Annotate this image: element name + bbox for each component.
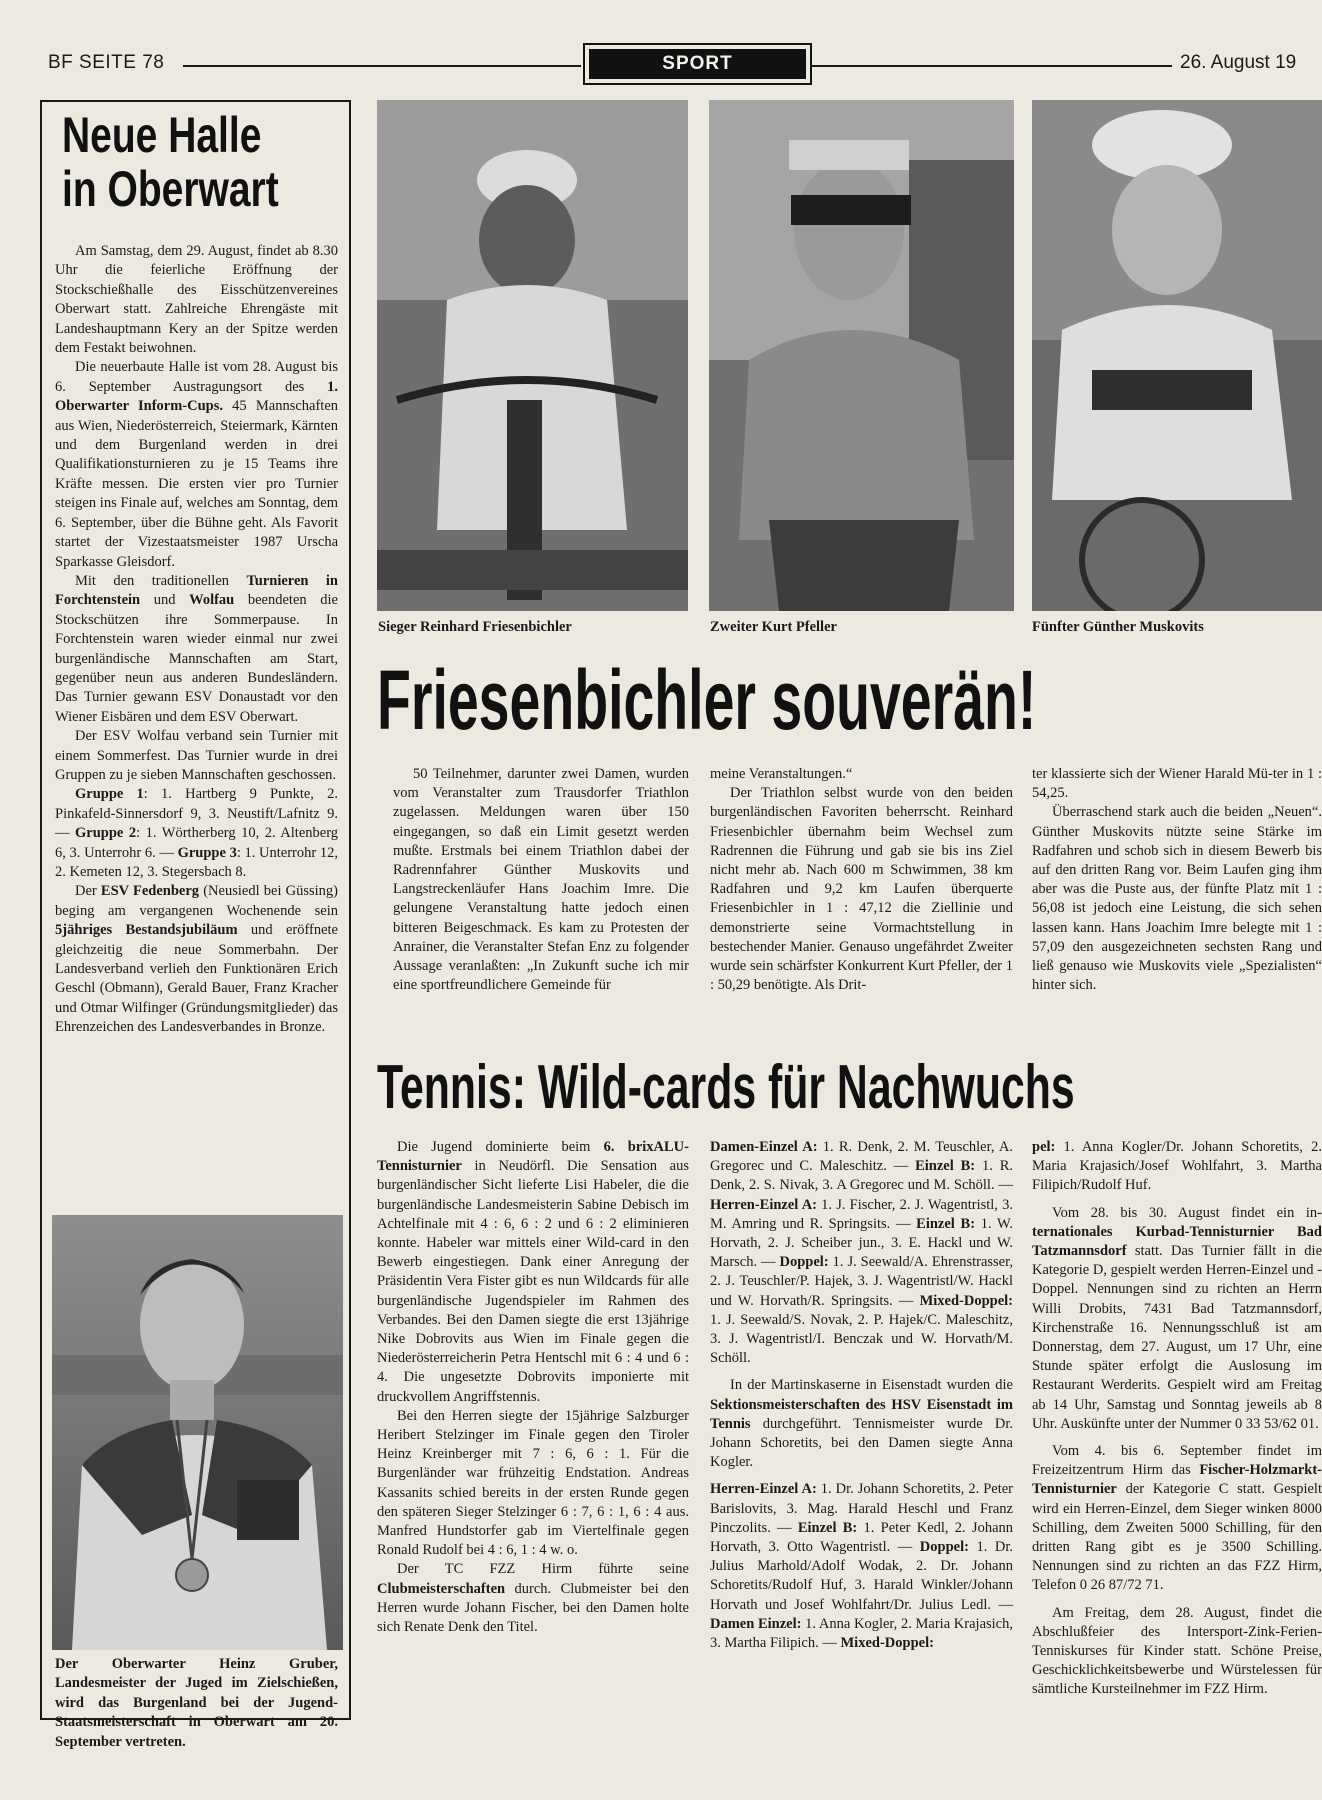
- paragraph: Gruppe 1: 1. Hartberg 9 Punkte, 2. Pinkafeld-Sinnersdorf 9, 3. Neustift/Lafnitz 9. — Gruppe 2: 1. Wörtherberg 10, 2. Altenberg 6, 3. Unterrohr 6. — Gruppe 3: 1. Unterrohr 12, 2. Kemeten 12, 3. Stegersbach 8.: [55, 786, 339, 880]
- portrait-photo: [52, 1215, 343, 1650]
- paragraph: Der ESV Fedenberg (Neusiedl bei Güssing) beging am vergangenen Wochenende sein 5jähriges Bestandsjubiläum und eröffnete gleichzeitig die neue Sommerbahn. Der Landesverband verlieh den Funktionären Erich Geschl (Obmann), Gerald Bauer, Franz Kracher und Otmar Wilfinger (Gründungsmitglieder) das Ehrenzeichen des Landesverbandes in Bronze.: [55, 883, 338, 1036]
- triathlon-col-1: 50 Teilnehmer, darunter zwei Damen, wurden vom Veranstalter zum Trausdorfer Triathlon zugelassen. Meldungen waren über 150 eingegangen, so daß ein Limit gesetzt werden mußte. Erstmals bei einem Triathlon dabei der Radrennfahrer Günther Muskovits und Langstreckenläufer Hans Joachim Imre. Die gelungene Veranstaltung hatte jedoch einen bitteren Beigeschmack. Es kam zu Protesten der Anrainer, die Veranstalter Stefan Enz zu folgender Aussage veranlaßten: „In Zukunft suche ich mir eine sportfreundlichere Gemeinde für: [393, 766, 689, 994]
- paragraph: Am Samstag, dem 29. August, findet ab 8.30 Uhr die feierliche Eröffnung der Stockschießhalle des Eisschützenvereines Oberwart statt. Zahlreiche Ehrengäste mit Landeshauptmann Kery an der Spitze werden dem Festakt beiwohnen.: [55, 243, 338, 357]
- paragraph: Mit den traditionellen Turnieren in Forchtenstein und Wolfau beendeten die Stockschützen ihre Sommerpause. In Forchtenstein waren wieder einmal nur zwei burgenländische Mannschaften am Start, gegenüber neun aus anderen Bundesländern. Das Turnier gewann ESV Donaustadt vor den Wiener Eisbären und dem ESV Oberwart.: [55, 572, 338, 725]
- photo-runner-pfeller: [709, 100, 1014, 611]
- photo-caption-1: Sieger Reinhard Friesenbichler: [378, 619, 572, 635]
- paragraph: Die neuerbaute Halle ist vom 28. August bis 6. September Austragungsort des 1. Oberwarter Inform-Cups. 45 Mannschaften aus Wien, Niederösterreich, Steiermark, Kärnten und dem Burgenland werden in drei Qualifikationsturnieren zu je 15 Teams ihre Kräfte messen. Die ersten vier pro Turnier steigen ins Finale auf, welches am Sonntag, dem 6. September, über die Bühne geht. Als Favorit startet der Vizestaatsmeister 1987 Urscha Sparkasse Gleisdorf.: [55, 359, 339, 570]
- left-article-body: [55, 242, 338, 1038]
- paragraph: Der ESV Wolfau verband sein Turnier mit einem Sommerfest. Das Turnier wurde in drei Gruppen zu je sieben Mannschaften geschossen.: [55, 728, 338, 783]
- photo-cyclist-muskovits: [1032, 100, 1322, 611]
- photo-caption-2: Zweiter Kurt Pfeller: [710, 619, 837, 635]
- left-article-box: [40, 100, 351, 1750]
- section-label: SPORT: [589, 49, 806, 79]
- left-headline-line2: in Oberwart: [62, 161, 279, 217]
- header-rule-right: [810, 65, 1172, 67]
- tennis-col-2: Damen-Einzel A: 1. R. Denk, 2. M. Teuschler, A. Gregorec und C. Maleschitz. — Einzel B: 1. R. Denk, 2. S. Nivak, 3. A Gregorec und M. Schöll. — Herren-Einzel A: 1. J. Fischer, 2. J. Wagentristl, 3. M. Amring und R. Springsits. — Einzel B: 1. W. Horvath, 2. J. Scheiber jun., 3. E. Hackl und W. Marsch. — Doppel: 1. J. Seewald/A. Ehrenstrasser, 2. J. Teuschler/P. Hajek, 3. J. Wagentristl/W. Hackl und W. Horvath/R. Springsits. — Mixed-Doppel: 1. J. Seewald/S. Novak, 2. P. Hajek/C. Maleschitz, 3. J. Wagentristl/I. Benczak und W. Horvath/M. Schöll. In der Martinskaserne in Eisenstadt wurden die Sektionsmeisterschaften des HSV Eisenstadt im Tennis durchgeführt. Tennismeister wurde Dr. Johann Schoretits, bei den Damen siegte Anna Kogler. Herren-Einzel A: 1. Dr. Johann Schoretits, 2. Peter Barislovits, 3. Mag. Harald Heschl und Franz Pinczolits. — Einzel B: 1. Peter Kedl, 2. Johann Horvath, 3. Otto Wagentristl. — Doppel: 1. Dr. Julius Marhold/Adolf Wodak, 2. Dr. Johann Schoretits/Rudolf Huf, 3. Harald Winkler/Johann Horvath und Josef Wohlfahrt/Dr. Julius Ledl. — Damen Einzel: 1. Anna Kogler, 2. Maria Krajasich, 3. Martha Filipich. — Mixed-Doppel:: [710, 1139, 1014, 1652]
- portrait-caption: Der Oberwarter Heinz Gruber, Landesmeister der Juged im Zielschießen, wird das Burgenland bei der Jugend-Staatsmeisterschaft in Oberwart am 20. September vertreten.: [55, 1656, 338, 1750]
- photo-cyclist-friesenbichler: [377, 100, 688, 611]
- triathlon-headline: Friesenbichler souverän!: [377, 653, 1037, 747]
- issue-date: 26. August 19: [1180, 52, 1297, 73]
- tennis-col-1: Die Jugend dominierte beim 6. brixALU-Tennisturnier in Neudörfl. Die Sensation aus burgenländischer Sicht lieferte Lisi Habeler, die die burgenländische Landesmeisterin Sabine Debisch im Achtelfinale mit 4 : 6, 6 : 2 und 6 : 2 eliminieren konnte. Habeler war mittels einer Wild-card in den Bewerb eingestiegen. Dank einer Anregung der Präsidentin Vera Fister gibt es nun Wildcards für alle burgenländische Jugendspieler im Rahmen des Verbandes. Bei den Damen siegte die erst 13jährige Nike Dobrovits aus Wien im Finale gegen die Niederösterreicherin Petra Hentschl mit 6 : 4 und 6 : 4. Die ungesetzte Dobrovits imponierte mit druckvollem Angriffstennis. Bei den Herren siegte der 15jährige Salzburger Heribert Stelzinger im Finale gegen den Tiroler Heinz Kreinberger mit 7 : 6, 6 : 1. Für die Burgenländer war frühzeitig Endstation. Andreas Kassanits schied bereits in der ersten Runde gegen den späteren Sieger Stelzinger 6 : 7, 6 : 1, 6 : 4 aus. Manfred Hundstorfer gab im Viertelfinale gegen Ronald Rudolf bei 4 : 6, 1 : 4 w. o. Der TC FZZ Hirm führte seine Clubmeisterschaften durch. Clubmeister bei den Herren wurde Johann Fischer, bei den Damen holte sich Renate Denk den Titel.: [377, 1139, 689, 1636]
- photo-caption-3: Fünfter Günther Muskovits: [1032, 619, 1204, 635]
- section-badge: [583, 43, 812, 85]
- page-number: BF SEITE 78: [48, 52, 165, 73]
- left-headline-line1: Neue Halle: [62, 107, 262, 163]
- header-rule-left: [183, 65, 581, 67]
- triathlon-col-3: ter klassierte sich der Wiener Harald Mü-ter in 1 : 54,25. Überraschend stark auch die beiden „Neuen“. Günther Muskovits nützte seine Stärke im Radfahren und schob sich in diesem Bewerb bis auf den dritten Rang vor. Beim Laufen ging ihm aber was die Puste aus, der fünfte Platz mit 1 : 56,08 ist jedoch eine Leistung, die sich sehen lassen kann. Hans Joachim Imre belegte mit 1 : 57,09 den ausgezeichneten sechsten Rang und ließ genauso wie Muskovits viele „Spezialisten“ hinter sich.: [1032, 766, 1322, 994]
- triathlon-col-2: meine Veranstaltungen.“ Der Triathlon selbst wurde von den beiden burgenländischen Favoriten beherrscht. Reinhard Friesenbichler übernahm beim Wechsel zum Radrennen die Führung und gab sie bis ins Ziel nicht mehr ab. Nach 600 m Schwimmen, 38 km Radfahren und 9,2 km Laufen überquerte Friesenbichler in 1 : 47,12 die Ziellinie und demonstrierte seine Vormachtstellung in bestechender Manier. Genauso ungefährdet Zweiter wurde sein schärfster Konkurrent Kurt Pfeller, der 1 : 50,29 benötigte. Als Drit-: [710, 766, 1013, 994]
- tennis-col-3: pel: 1. Anna Kogler/Dr. Johann Schoretits, 2. Maria Krajasich/Josef Wohlfahrt, 3. Martha Filipich/Rudolf Huf. Vom 28. bis 30. August findet ein in-ternationales Kurbad-Tennisturnier Bad Tatzmannsdorf statt. Das Turnier fällt in die Kategorie D, gespielt werden Herren-Einzel und -Doppel. Nennungen sind zu richten an Herrn Willi Drobits, 7431 Bad Tatzmannsdorf, Kirchenstraße 16. Nennungsschluß ist am Donnerstag, dem 27. August, um 17 Uhr, eine Stunde später erfolgt die Auslosung im Restaurant Werderits. Gespielt wird am Freitag ab 14 Uhr, Samstag und Sonntag jeweils ab 8 Uhr. Auskünfte unter der Nummer 0 33 53/62 01. Vom 4. bis 6. September findet im Freizeitzentrum Hirm das Fischer-Holzmarkt-Tennisturnier der Kategorie C statt. Gespielt wird ein Herren-Einzel, dem Sieger winken 8000 Schilling, dem Zweiten 5000 Schilling, für den dritten Rang gibt es je 3500 Schilling. Nennungen sind zu richten an das FZZ Hirm, Telefon 0 26 87/72 71. Am Freitag, dem 28. August, findet die Abschlußfeier des Intersport-Zink-Ferien-Tenniskurses für Kinder statt. Schöne Preise, Geschicklichkeitsbewerbe und Würstelessen für sämtliche Kursteilnehmer im FZZ Hirm.: [1032, 1139, 1322, 1698]
- tennis-headline: Tennis: Wild-cards für Nachwuchs: [377, 1053, 1075, 1122]
